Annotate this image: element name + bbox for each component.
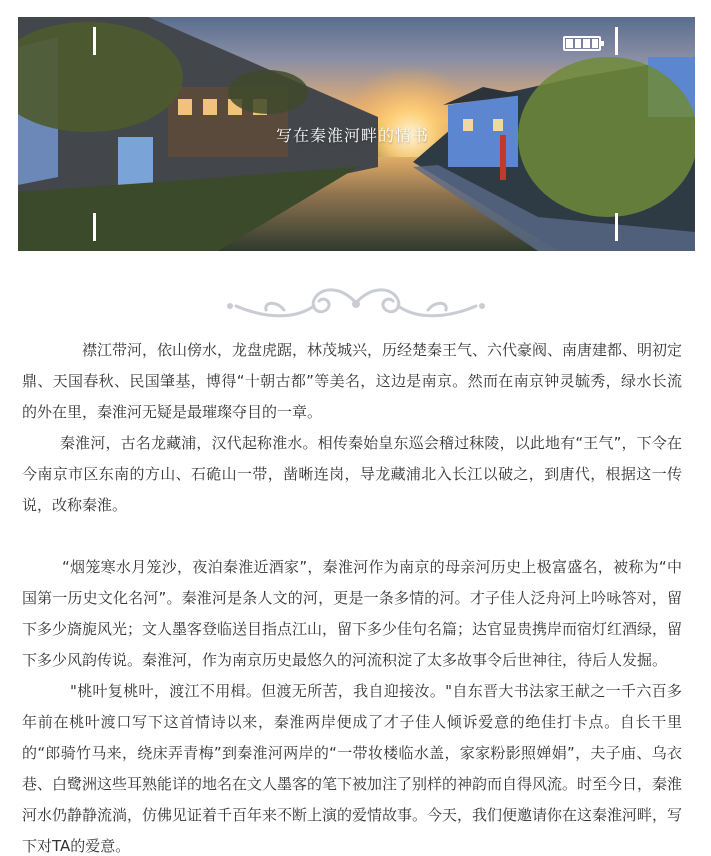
paragraph-2: 秦淮河，古名龙藏浦，汉代起称淮水。相传秦始皇东巡会稽过秣陵，以此地有“王气”，下令在今南京市区东南的方山、石硊山一带，凿晰连岗，导龙藏浦北入长江以破之，到唐代，根据这一传说，改称秦淮。 [22, 434, 682, 514]
corner-bar-bottom-right [615, 213, 618, 241]
paragraph-4: "桃叶复桃叶，渡江不用楫。但渡无所苦，我自迎接汝。"自东晋大书法家王献之一千六百多年前在桃叶渡口写下这首情诗以来，秦淮两岸便成了才子佳人倾诉爱意的绝佳打卡点。自长干里的“郎骑竹马来，绕床弄青梅”到秦淮河两岸的“一带妆楼临水盖，家家粉影照婵娟”，夫子庙、乌衣巷、白鹭洲这些耳熟能详的地名在文人墨客的笔下被加注了别样的神韵而自得风流。时至今日，秦淮河水仍静静流淌，仿佛见证着千百年来不断上演的爱情故事。今天，我们便邀请你在这秦淮河畔，写下对TA的爱意。 [22, 682, 683, 855]
article-body [22, 335, 682, 856]
paragraph-gap [22, 521, 682, 552]
paragraph-1: 襟江带河，依山傍水，龙盘虎踞，林茂城兴，历经楚秦王气、六代豪阀、南唐建都、明初定鼎、天国春秋、民国肇基，博得“十朝古都”等美名，这边是南京。然而在南京钟灵毓秀，绿水长流的外在里，秦淮河无疑是最璀璨夺目的一章。 [22, 341, 683, 421]
paragraph-3: “烟笼寒水月笼沙，夜泊秦淮近酒家”，秦淮河作为南京的母亲河历史上极富盛名，被称为“中国第一历史文化名河”。秦淮河是条人文的河，更是一条多情的河。才子佳人泛舟河上吟咏答对，留下多少旖旎风光；文人墨客登临送目指点江山，留下多少佳句名篇；达官显贵携岸而宿灯红酒绿，留下多少风韵传说。秦淮河，作为南京历史最悠久的河流积淀了太多故事令后世神往，待后人发掘。 [22, 558, 683, 669]
battery-icon [563, 36, 601, 51]
red-lanterns [500, 135, 506, 180]
corner-bar-top-left [93, 27, 96, 55]
right-blue-house [448, 95, 518, 167]
hero-title: 写在秦淮河畔的情书 [276, 126, 430, 145]
hero-banner [18, 17, 695, 251]
corner-bar-top-right [615, 27, 618, 55]
corner-bar-bottom-left [93, 213, 96, 241]
scroll-ornament-icon [224, 280, 488, 326]
willow-tree [518, 57, 695, 217]
